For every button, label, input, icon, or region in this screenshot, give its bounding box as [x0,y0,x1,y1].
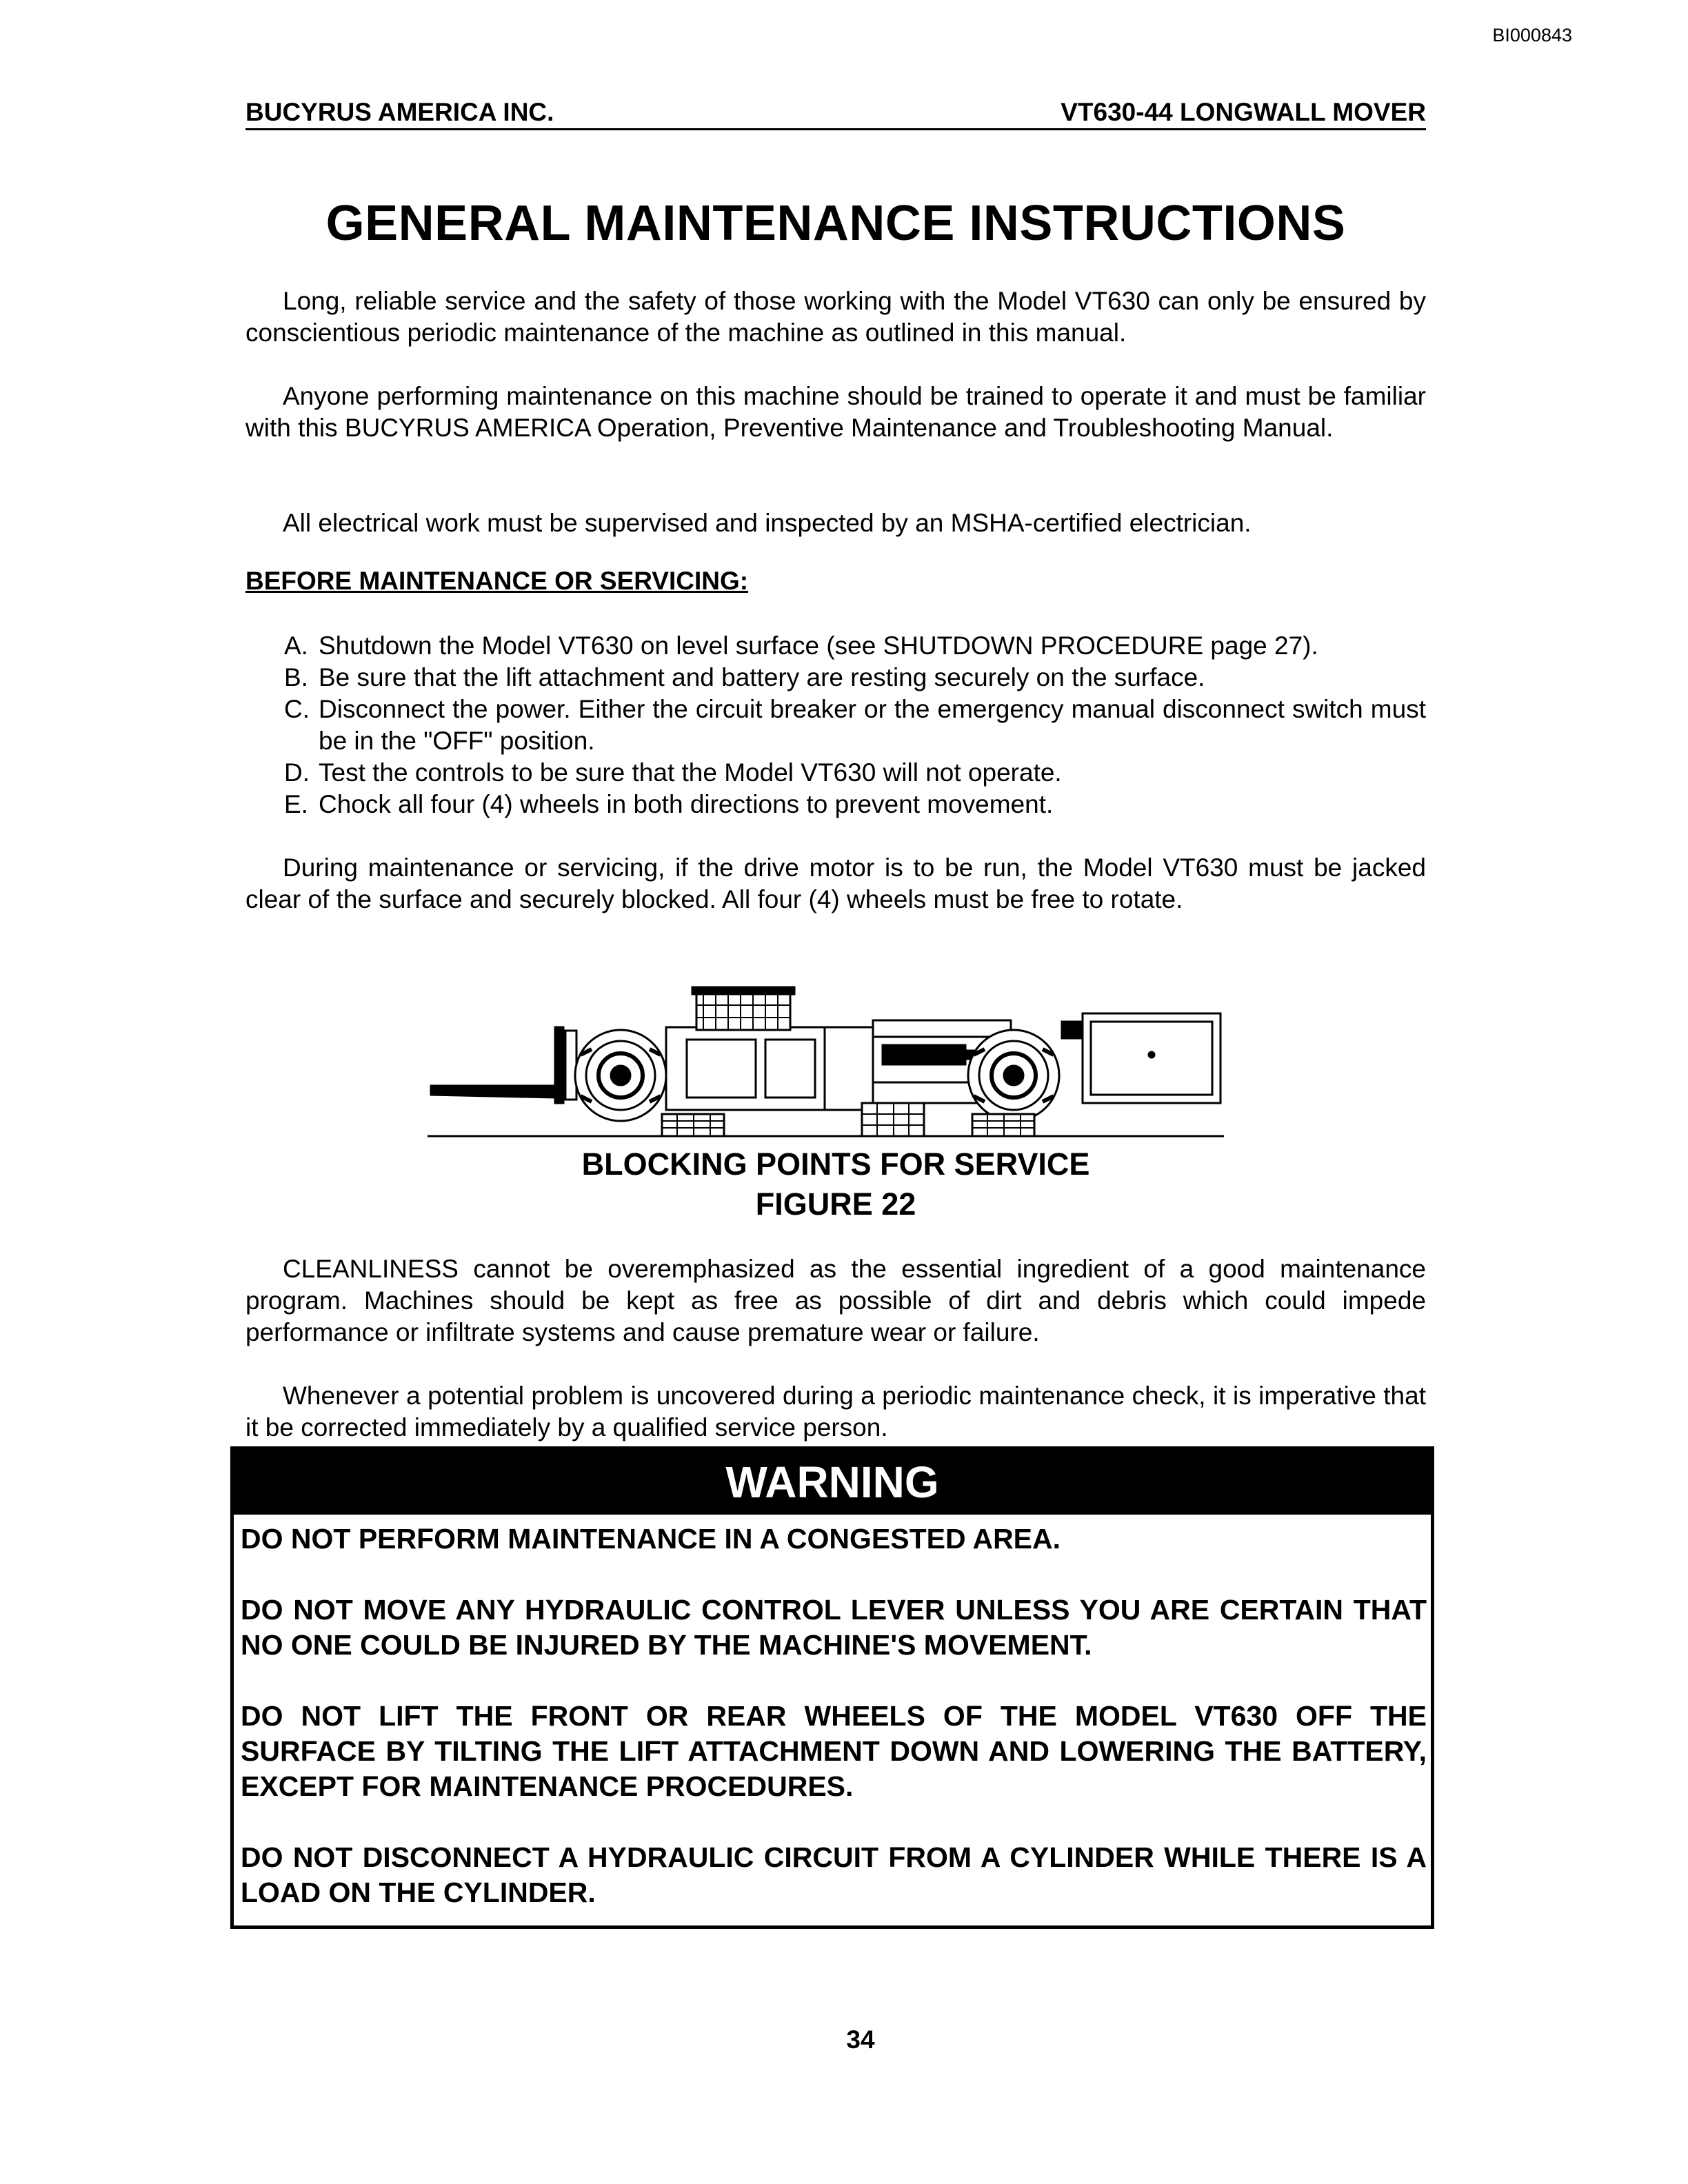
blocking-point-icon [972,1114,1034,1136]
step-item [284,694,1426,757]
header-model: VT630-44 LONGWALL MOVER [1061,98,1426,126]
front-wheel-icon [575,1030,666,1121]
cleanliness-paragraph-text: CLEANLINESS cannot be overemphasized as the essential ingredient of a good maintenance program. Machines should be kept as free as possible of dirt and debris which could impede performance or infiltrate systems and cause premature wear or failure. [245,1255,1426,1346]
rear-wheel-icon [968,1030,1059,1121]
problem-paragraph-text: Whenever a potential problem is uncovered during a periodic maintenance check, it is imperative that it be corrected immediately by a qualified service person. [245,1382,1426,1442]
step-text: Test the controls to be sure that the Model VT630 will not operate. [319,758,1062,787]
step-item [284,789,1426,820]
electrical-paragraph-text: All electrical work must be supervised and inspected by an MSHA-certified electrician. [283,509,1252,537]
step-letter: C. [284,695,310,723]
training-paragraph [245,381,1426,444]
warning-item: DO NOT DISCONNECT A HYDRAULIC CIRCUIT FROM A CYLINDER WHILE THERE IS A LOAD ON THE CYLINDER. [241,1841,1427,1908]
warning-item: DO NOT PERFORM MAINTENANCE IN A CONGESTED AREA. [241,1523,1061,1555]
step-letter: D. [284,758,310,787]
warning-item: DO NOT MOVE ANY HYDRAULIC CONTROL LEVER UNLESS YOU ARE CERTAIN THAT NO ONE COULD BE INJURED BY THE MACHINE'S MOVEMENT. [241,1594,1427,1661]
servicing-paragraph-text: During maintenance or servicing, if the drive motor is to be run, the Model VT630 must be jacked clear of the surface and securely blocked. All four (4) wheels must be free to rotate. [245,853,1426,913]
training-paragraph-text: Anyone performing maintenance on this machine should be trained to operate it and must be familiar with this BUCYRUS AMERICA Operation, Preventive Maintenance and Troubleshooting Manual. [245,382,1426,442]
warning-body [234,1515,1431,1910]
problem-paragraph [245,1380,1426,1444]
step-letter: B. [284,663,308,691]
step-text: Disconnect the power. Either the circuit breaker or the emergency manual disconnect switch must be in the "OFF" position. [319,695,1426,755]
step-item [284,630,1426,662]
blocking-point-icon [662,1114,724,1136]
step-letter: A. [284,631,308,660]
document-id: BI000843 [1492,25,1572,46]
warning-item: DO NOT LIFT THE FRONT OR REAR WHEELS OF THE MODEL VT630 OFF THE SURFACE BY TILTING THE LIFT ATTACHMENT DOWN AND LOWERING THE BATTERY, EXCEPT FOR MAINTENANCE PROCEDURES. [241,1700,1427,1802]
step-text: Chock all four (4) wheels in both directions to prevent movement. [319,790,1054,818]
step-text: Be sure that the lift attachment and battery are resting securely on the surface. [319,663,1205,691]
intro-paragraph [245,285,1426,349]
machine-blocking-diagram [421,979,1227,1144]
figure-caption-number: FIGURE 22 [755,1186,916,1222]
header-company: BUCYRUS AMERICA INC. [245,98,554,126]
step-item [284,757,1426,789]
blocking-point-icon [862,1103,924,1136]
step-letter: E. [284,790,308,818]
page-title: GENERAL MAINTENANCE INSTRUCTIONS [325,196,1346,251]
servicing-paragraph [245,852,1426,916]
cleanliness-paragraph [245,1253,1426,1348]
running-header [245,98,1426,130]
warning-header: WARNING [234,1450,1431,1515]
page-number: 34 [846,2025,875,2054]
figure-caption [245,1144,1426,1224]
steps-list [284,630,1426,820]
step-text: Shutdown the Model VT630 on level surface (see SHUTDOWN PROCEDURE page 27). [319,631,1318,660]
before-maintenance-heading: BEFORE MAINTENANCE OR SERVICING: [245,567,749,595]
figure-caption-title: BLOCKING POINTS FOR SERVICE [581,1146,1090,1182]
warning-box [230,1446,1434,1929]
step-item [284,662,1426,694]
electrical-paragraph [245,507,1426,539]
intro-paragraph-text: Long, reliable service and the safety of those working with the Model VT630 can only be ensured by conscientious periodic maintenance of the machine as outlined in this manual. [245,287,1426,347]
